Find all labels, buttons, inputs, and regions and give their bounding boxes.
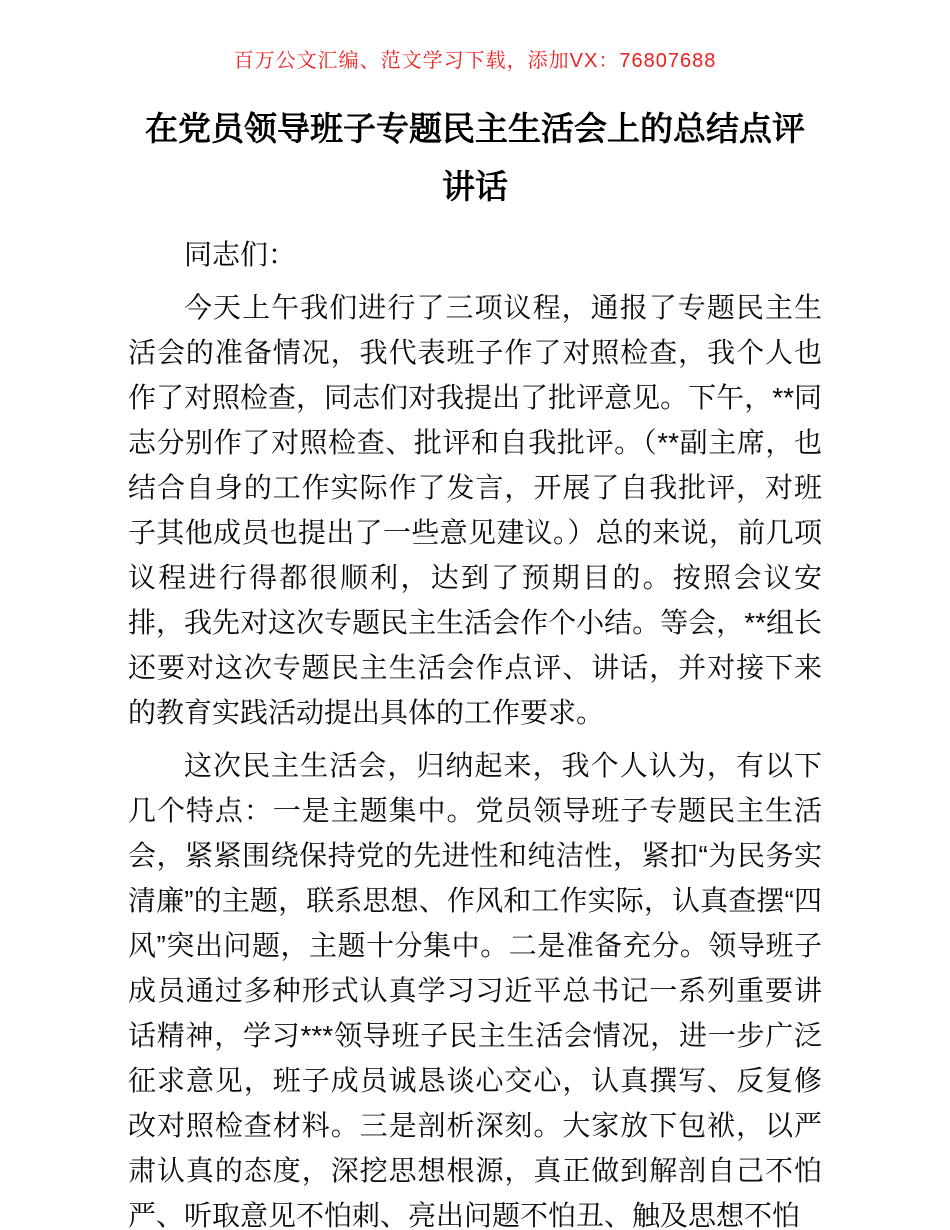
document-body — [128, 232, 822, 1230]
paragraph-meeting-characteristics: 这次民主生活会，归纳起来，我个人认为，有以下几个特点：一是主题集中。党员领导班子专题民主生活会，紧紧围绕保持党的先进性和纯洁性，紧扣“为民务实清廉”的主题，联系思想、作风和工作实际，认真查摆“四风”突出问题，主题十分集中。二是准备充分。领导班子成员通过多种形式认真学习习近平总书记一系列重要讲话精神，学习***领导班子民主生活会情况，进一步广泛征求意见，班子成员诚恳谈心交心，认真撰写、反复修改对照检查材料。三是剖析深刻。大家放下包袱，以严肃认真的态度，深挖思想根源，真正做到解剖自己不怕严、听取意见不怕刺、亮出问题不怕丑、触及思想不怕 — [128, 750, 822, 1230]
page-title: 在党员领导班子专题民主生活会上的总结点评讲话 — [145, 110, 805, 205]
promo-header-text: 百万公文汇编、范文学习下载，添加VX：76807688 — [233, 50, 717, 72]
paragraph-salutation: 同志们： — [184, 239, 297, 270]
paragraph-meeting-summary: 今天上午我们进行了三项议程，通报了专题民主生活会的准备情况，我代表班子作了对照检查，我个人也作了对照检查，同志们对我提出了批评意见。下午，**同志分别作了对照检查、批评和自我批评。（**副主席，也结合自身的工作实际作了发言，开展了自我批评，对班子其他成员也提出了一些意见建议。）总的来说，前几项议程进行得都很顺利，达到了预期目的。按照会议安排，我先对这次专题民主生活会作个小结。等会，**组长还要对这次专题民主生活会作点评、讲话，并对接下来的教育实践活动提出具体的工作要求。 — [128, 292, 822, 728]
